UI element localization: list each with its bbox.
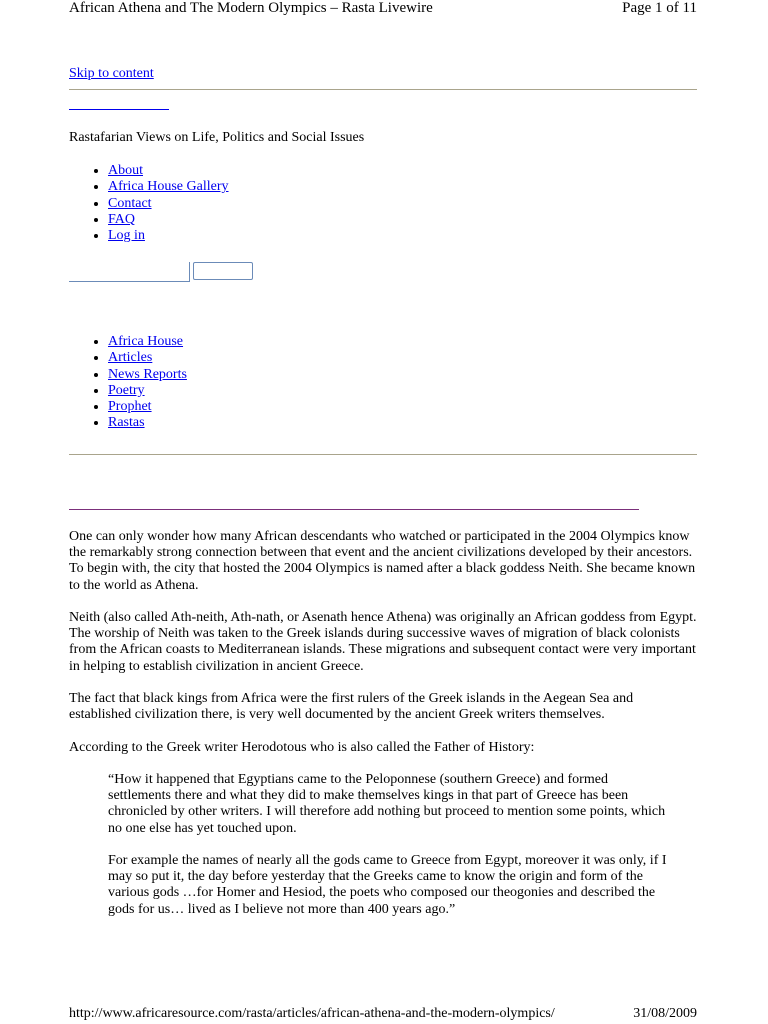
category-link-africa-house[interactable]: Africa House: [108, 334, 184, 349]
top-menu: [69, 163, 229, 244]
category-link-articles[interactable]: Articles: [108, 350, 153, 366]
header-divider: [69, 89, 697, 90]
article-title-underline: [69, 509, 639, 510]
menu-link-login[interactable]: Log in: [108, 228, 145, 244]
category-item: [108, 383, 187, 399]
page-number: Page 1 of 11: [622, 0, 697, 16]
category-link-news-reports[interactable]: News Reports: [108, 366, 187, 382]
menu-link-about[interactable]: About: [108, 163, 143, 178]
article-paragraph: Neith (also called Ath-neith, Ath-nath, or Asenath hence Athena) was originally an African goddess from Egypt. The worship of Neith was taken to the Greek islands during successive waves of migration of black colonists from the African coasts to Mediterranean islands. These migrations and subsequent contact were very important in helping to establish civilization in ancient Greece.: [69, 610, 697, 674]
print-header-title: African Athena and The Modern Olympics – Rasta Livewire: [69, 0, 433, 16]
article-paragraph: The fact that black kings from Africa were the first rulers of the Greek islands in the Aegean Sea and established civilization there, is very well documented by the ancient Greek writers themselves.: [69, 691, 634, 723]
category-item: [108, 415, 187, 431]
category-menu: [69, 334, 187, 432]
menu-link-contact[interactable]: Contact: [108, 195, 152, 211]
print-footer-date: 31/08/2009: [633, 1006, 697, 1021]
search-button[interactable]: [193, 262, 253, 280]
site-logo-link[interactable]: [69, 109, 169, 110]
article-body: [69, 529, 697, 934]
menu-item: [108, 163, 229, 179]
menu-item: [108, 196, 229, 212]
category-link-poetry[interactable]: Poetry: [108, 382, 145, 398]
menu-divider: [69, 454, 697, 455]
category-link-prophet[interactable]: Prophet: [108, 399, 152, 415]
menu-item: [108, 228, 229, 244]
site-tagline: Rastafarian Views on Life, Politics and Social Issues: [69, 130, 365, 145]
article-paragraph: According to the Greek writer Herodotous who is also called the Father of History:: [69, 739, 535, 755]
category-item: [108, 367, 187, 383]
menu-link-gallery[interactable]: Africa House Gallery: [108, 179, 229, 195]
article-paragraph: One can only wonder how many African descendants who watched or participated in the 2004 Olympics know the remarkably strong connection between that event and the ancient civilizations developed by their ancestors. To begin with, the city that hosted the 2004 Olympics is named after a black goddess Neith. She became known to the world as Athena.: [69, 529, 696, 593]
category-item: [108, 399, 187, 415]
menu-link-faq[interactable]: FAQ: [108, 211, 135, 227]
category-item: [108, 350, 187, 366]
menu-item: [108, 212, 229, 228]
quote-paragraph: For example the names of nearly all the gods came to Greece from Egypt, moreover it was only, if I may so put it, the day before yesterday that the Greeks came to know the origin and form of the various gods …for Homer and Hesiod, the poets who composed our theogonies and described the gods for us… lived as I believe not more than 400 years ago.”: [108, 852, 667, 917]
herodotus-quote: [108, 772, 668, 918]
category-item: [108, 334, 187, 350]
skip-to-content-link[interactable]: Skip to content: [69, 66, 154, 81]
search-input[interactable]: [69, 262, 190, 282]
print-footer-url: http://www.africaresource.com/rasta/articles/african-athena-and-the-modern-olympics/: [69, 1006, 555, 1021]
menu-item: [108, 179, 229, 195]
category-link-rastas[interactable]: Rastas: [108, 415, 145, 431]
quote-paragraph: “How it happened that Egyptians came to the Peloponnese (southern Greece) and formed settlements there and what they did to make themselves kings in that part of Greece has been chronicled by other writers. I will therefore add nothing but proceed to mention some points, which no one else has yet touched upon.: [108, 771, 666, 836]
